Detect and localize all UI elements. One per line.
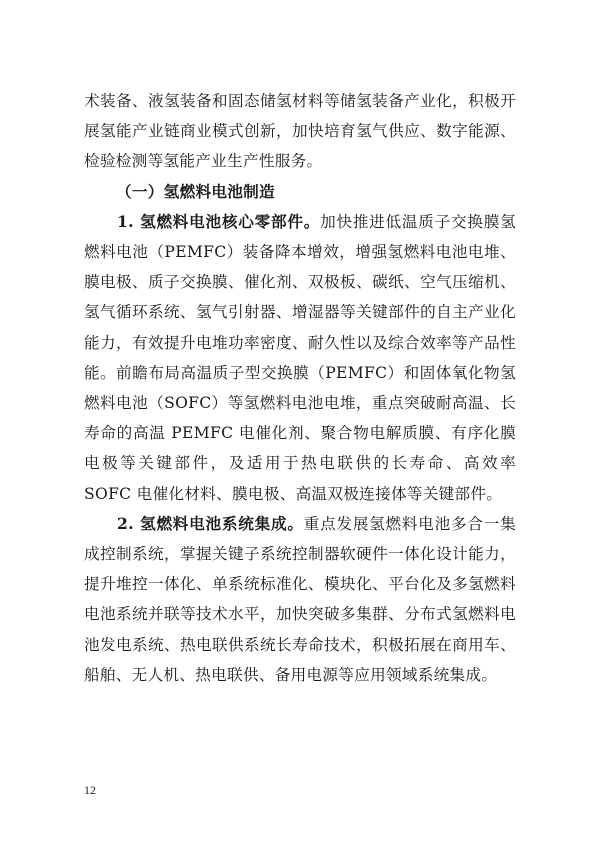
page-number: 12 xyxy=(84,783,96,797)
item-2-paragraph xyxy=(84,509,516,690)
item-1-paragraph xyxy=(84,207,516,509)
item-1-body: 加快推进低温质子交换膜氢燃料电池（PEMFC）装备降本增效，增强氢燃料电池电堆、膜电极、质子交换膜、催化剂、双极板、碳纸、空气压缩机、氢气循环系统、氢气引射器、增湿器等关键部件的自主产业化能力，有效提升电堆功率密度、耐久性以及综合效率等产品性能。前瞻布局高温质子型交换膜（PEMFC）和固体氧化物氢燃料电池（SOFC）等氢燃料电池电堆，重点突破耐高温、长寿命的高温 PEMFC 电催化剂、聚合物电解质膜、有序化膜电极等关键部件，及适用于热电联供的长寿命、高效率 SOFC 电催化材料、膜电极、高温双极连接体等关键部件。 xyxy=(84,212,516,503)
document-body xyxy=(84,86,516,690)
item-1-title: 1. 氢燃料电池核心零部件。 xyxy=(117,211,321,231)
intro-paragraph: 术装备、液氢装备和固态储氢材料等储氢装备产业化，积极开展氢能产业链商业模式创新，加快培育氢气供应、数字能源、检验检测等氢能产业生产性服务。 xyxy=(84,92,516,171)
item-2-body: 重点发展氢燃料电池多合一集成控制系统，掌握关键子系统控制器软硬件一体化设计能力，提升堆控一体化、单系统标准化、模块化、平台化及多氢燃料电池系统并联等技术水平，加快突破多集群、分布式氢燃料电池发电系统、热电联供系统长寿命技术，积极拓展在商用车、船舶、无人机、热电联供、备用电源等应用领域系统集成。 xyxy=(84,514,517,684)
item-2-title: 2. 氢燃料电池系统集成。 xyxy=(117,513,304,533)
section-heading: （一）氢燃料电池制造 xyxy=(116,181,275,201)
